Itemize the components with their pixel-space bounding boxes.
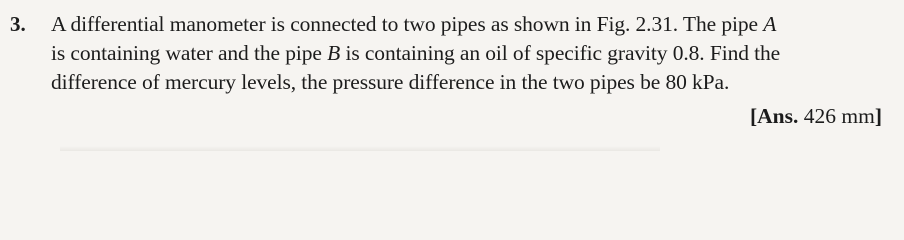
cropped-next-line <box>60 146 660 151</box>
answer-open-bracket: [ <box>749 104 758 128</box>
problem-number: 3. <box>10 12 26 36</box>
answer <box>750 102 882 130</box>
pipe-letter: B <box>327 41 341 65</box>
problem-text-line-3: difference of mercury levels, the pressure difference in the two pipes be 80 kPa. <box>51 70 730 94</box>
answer-close-bracket: ] <box>874 104 882 128</box>
problem-text-line-1: A differential manometer is connected to two pipes as shown in Fig. 2.31. The pipe A <box>51 12 777 36</box>
problem-text-line-2: is containing water and the pipe B is containing an oil of specific gravity 0.8. Find the <box>51 41 781 65</box>
answer-label: Ans. <box>757 104 799 128</box>
answer-value: 426 mm <box>798 104 875 128</box>
pipe-letter: A <box>763 12 777 36</box>
